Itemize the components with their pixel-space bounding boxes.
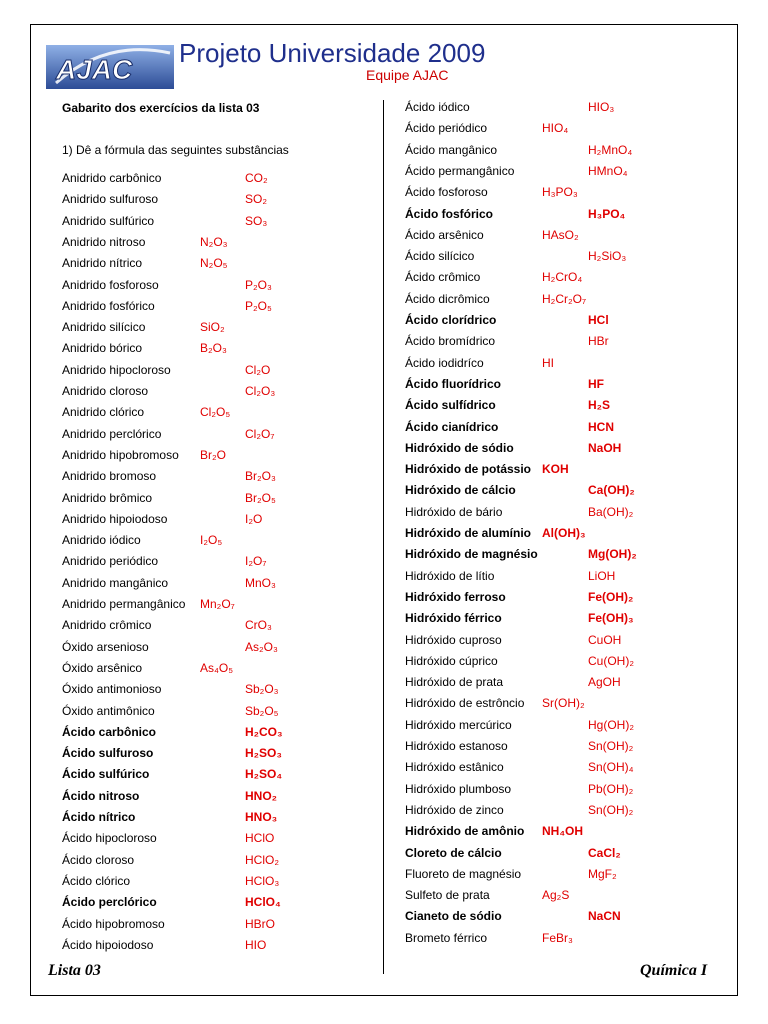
substance-name: Anidrido carbônico <box>62 171 162 185</box>
substance-name: Hidróxido cúprico <box>405 653 498 668</box>
substance-formula: NH₄OH <box>542 824 584 839</box>
substance-formula: CaCl₂ <box>588 845 621 860</box>
substance-formula: HI <box>542 355 554 370</box>
substance-formula: Br₂O₅ <box>245 490 276 505</box>
substance-name: Ácido hipocloroso <box>62 831 157 846</box>
substance-name: Anidrido perclórico <box>62 426 162 441</box>
substance-name: Ácido perclórico <box>62 895 157 910</box>
substance-name: Ácido crômico <box>405 270 481 285</box>
substance-formula: HClO₄ <box>245 895 281 910</box>
substance-name: Hidróxido de magnésio <box>405 547 538 562</box>
substance-name: Hidróxido ferroso <box>405 589 506 604</box>
substance-name: Hidróxido de bário <box>405 504 503 519</box>
substance-formula: Br₂O <box>200 447 226 462</box>
substance-name: Anidrido brômico <box>62 490 153 505</box>
substance-formula: Cl₂O₃ <box>245 384 276 398</box>
substance-name: Hidróxido estanoso <box>405 739 508 753</box>
substance-formula: Pb(OH)₂ <box>588 781 634 796</box>
substance-name: Ácido carbônico <box>62 724 157 739</box>
substance-name: Ácido arsênico <box>405 227 484 242</box>
substance-name: Anidrido fosfórico <box>62 298 155 313</box>
substance-formula: H₃PO₃ <box>542 185 578 200</box>
substance-formula: H₂SiO₃ <box>588 249 627 264</box>
substance-formula: I₂O₅ <box>200 533 223 548</box>
substance-name: Anidrido mangânico <box>62 575 169 590</box>
ajac-logo <box>46 45 174 89</box>
substance-formula: Cl₂O₇ <box>245 426 275 441</box>
substance-formula: CO₂ <box>245 171 268 185</box>
substance-formula: P₂O₃ <box>245 277 272 292</box>
substance-formula: H₃PO₄ <box>588 206 626 221</box>
substance-formula: HCl <box>588 313 609 327</box>
substance-name: Ácido permangânico <box>405 163 515 178</box>
substance-name: Anidrido nítrico <box>62 256 143 271</box>
substance-name: Sulfeto de prata <box>405 888 490 903</box>
substance-name: Ácido fosforoso <box>405 185 488 200</box>
footer-list-label: Lista 03 <box>48 962 101 979</box>
substance-name: Ácido hipobromoso <box>62 916 165 931</box>
substance-formula: LiOH <box>588 568 616 583</box>
substance-formula: MgF₂ <box>588 866 617 881</box>
substance-name: Hidróxido de zinco <box>405 802 504 817</box>
substance-name: Hidróxido de estrôncio <box>405 696 525 711</box>
substance-name: Anidrido hipocloroso <box>62 362 171 377</box>
logo-text: AJAC <box>56 54 133 85</box>
substance-name: Ácido hipoiodoso <box>62 937 154 952</box>
substance-name: Hidróxido de potássio <box>405 462 532 477</box>
substance-formula: H₂SO₄ <box>245 767 283 782</box>
substance-name: Anidrido sulfuroso <box>62 192 159 207</box>
substance-name: Óxido arsênico <box>62 660 143 675</box>
substance-formula: HClO₃ <box>245 873 280 888</box>
substance-name: Brometo férrico <box>405 930 488 945</box>
substance-name: Ácido mangânico <box>405 142 498 157</box>
substance-formula: N₂O₅ <box>200 256 228 271</box>
substance-name: Ácido iodidríco <box>405 355 484 370</box>
substance-formula: Sb₂O₃ <box>245 682 279 697</box>
substance-formula: Fe(OH)₂ <box>588 589 634 604</box>
substance-name: Anidrido clórico <box>62 405 145 420</box>
substance-name: Hidróxido de sódio <box>405 440 514 455</box>
substance-formula: Ag₂S <box>542 888 570 903</box>
substance-name: Anidrido bromoso <box>62 469 157 484</box>
substance-name: Ácido clórico <box>62 873 131 888</box>
substance-formula: Sn(OH)₂ <box>588 802 634 817</box>
substance-name: Anidrido crômico <box>62 618 152 633</box>
substance-name: Hidróxido de alumínio <box>405 526 532 540</box>
substance-formula: Ca(OH)₂ <box>588 483 635 498</box>
substance-name: Ácido sulfídrico <box>405 398 496 413</box>
substance-name: Hidróxido estânico <box>405 760 504 775</box>
column-divider <box>383 100 384 974</box>
substance-name: Ácido dicrômico <box>405 291 490 306</box>
substance-formula: Sr(OH)₂ <box>542 696 585 711</box>
substance-formula: FeBr₃ <box>542 930 573 945</box>
substance-formula: HBrO <box>245 916 275 931</box>
substance-name: Hidróxido de amônio <box>405 824 525 839</box>
substance-name: Anidrido permangânico <box>62 597 186 611</box>
substance-formula: HNO₂ <box>245 788 277 803</box>
substance-formula: I₂O₇ <box>245 554 267 569</box>
substance-formula: Al(OH)₃ <box>542 526 586 540</box>
substance-name: Cloreto de cálcio <box>405 845 502 860</box>
substance-formula: SO₃ <box>245 213 268 228</box>
substance-name: Cianeto de sódio <box>405 909 502 924</box>
substance-formula: H₂Cr₂O₇ <box>542 291 587 306</box>
substance-formula: HClO₂ <box>245 852 279 867</box>
substance-name: Ácido sulfúrico <box>62 767 150 782</box>
substance-formula: Cl₂O <box>245 362 271 377</box>
substance-formula: CuOH <box>588 632 622 647</box>
substance-name: Ácido nítrico <box>62 810 136 824</box>
substance-name: Ácido nitroso <box>62 788 140 803</box>
substance-formula: CrO₃ <box>245 618 272 633</box>
substance-formula: NaCN <box>588 909 621 924</box>
substance-name: Anidrido silícico <box>62 320 146 335</box>
substance-formula: HIO <box>245 937 267 952</box>
substance-formula: SiO₂ <box>200 320 225 335</box>
substance-name: Anidrido nitroso <box>62 234 146 249</box>
substance-name: Anidrido cloroso <box>62 384 149 398</box>
substance-formula: KOH <box>542 462 569 477</box>
substance-formula: H₂SO₃ <box>245 746 282 761</box>
substance-name: Ácido clorídrico <box>405 313 497 327</box>
document-title: Projeto Universidade 2009 <box>179 38 486 68</box>
substance-name: Anidrido fosforoso <box>62 277 159 292</box>
substance-name: Hidróxido de lítio <box>405 568 495 583</box>
substance-name: Anidrido bórico <box>62 341 143 356</box>
substance-formula: HBr <box>588 334 609 349</box>
substance-formula: I₂O <box>245 511 263 526</box>
substance-formula: Mg(OH)₂ <box>588 547 637 562</box>
substance-name: Anidrido iódico <box>62 533 141 548</box>
substance-name: Ácido periódico <box>405 121 488 136</box>
substance-name: Ácido fluorídrico <box>405 376 501 391</box>
substance-formula: Sn(OH)₂ <box>588 739 634 753</box>
substance-formula: As₂O₃ <box>245 639 278 654</box>
substance-name: Anidrido sulfúrico <box>62 213 155 228</box>
substance-formula: Fe(OH)₃ <box>588 611 634 626</box>
question-text: 1) Dê a fórmula das seguintes substâncias <box>62 143 289 157</box>
substance-name: Ácido cloroso <box>62 852 135 867</box>
substance-formula: Cl₂O₅ <box>200 405 231 420</box>
substance-name: Ácido silícico <box>405 249 475 264</box>
substance-formula: NaOH <box>588 440 622 455</box>
substance-formula: Ba(OH)₂ <box>588 504 634 519</box>
substance-formula: Hg(OH)₂ <box>588 717 634 732</box>
substance-name: Óxido arsenioso <box>62 639 149 654</box>
substance-formula: HIO₃ <box>588 100 615 114</box>
substance-formula: HNO₃ <box>245 810 278 824</box>
substance-name: Hidróxido de prata <box>405 675 504 690</box>
substance-formula: MnO₃ <box>245 575 276 590</box>
substance-name: Anidrido hipoiodoso <box>62 511 168 526</box>
substance-name: Ácido iódico <box>405 100 470 114</box>
substance-name: Hidróxido mercúrico <box>405 717 512 732</box>
substance-formula: HClO <box>245 831 275 846</box>
substance-name: Hidróxido cuproso <box>405 632 502 647</box>
substance-formula: Sb₂O₅ <box>245 703 279 718</box>
substance-formula: N₂O₃ <box>200 234 228 249</box>
footer-subject-label: Química I <box>640 962 708 979</box>
substance-formula: HIO₄ <box>542 121 569 136</box>
substance-formula: Mn₂O₇ <box>200 597 235 611</box>
substance-name: Ácido fosfórico <box>405 206 494 221</box>
substance-formula: HCN <box>588 419 614 434</box>
substance-formula: HMnO₄ <box>588 163 628 178</box>
substance-name: Óxido antimonioso <box>62 682 162 697</box>
substance-formula: HAsO₂ <box>542 227 579 242</box>
substance-formula: Sn(OH)₄ <box>588 760 634 775</box>
substance-formula: As₄O₅ <box>200 660 234 675</box>
team-name: Equipe AJAC <box>366 67 449 83</box>
substance-formula: Cu(OH)₂ <box>588 653 634 668</box>
substance-formula: H₂CO₃ <box>245 724 283 739</box>
substance-name: Anidrido periódico <box>62 554 159 569</box>
substance-formula: P₂O₅ <box>245 298 272 313</box>
substance-formula: HF <box>588 376 604 391</box>
substance-formula: H₂CrO₄ <box>542 270 583 285</box>
substance-formula: AgOH <box>588 675 621 690</box>
substance-name: Hidróxido plumboso <box>405 781 512 796</box>
answer-key-heading: Gabarito dos exercícios da lista 03 <box>62 101 260 115</box>
substance-name: Ácido cianídrico <box>405 419 499 434</box>
substance-name: Ácido sulfuroso <box>62 746 154 761</box>
substance-name: Anidrido hipobromoso <box>62 447 179 462</box>
substance-name: Ácido bromídrico <box>405 334 496 349</box>
substance-name: Fluoreto de magnésio <box>405 866 522 881</box>
substance-name: Óxido antimônico <box>62 703 155 718</box>
substance-formula: SO₂ <box>245 192 267 207</box>
substance-name: Hidróxido de cálcio <box>405 483 516 498</box>
substance-name: Hidróxido férrico <box>405 611 502 626</box>
substance-formula: H₂S <box>588 398 611 413</box>
substance-formula: H₂MnO₄ <box>588 142 633 157</box>
substance-formula: B₂O₃ <box>200 341 227 356</box>
substance-formula: Br₂O₃ <box>245 469 276 484</box>
